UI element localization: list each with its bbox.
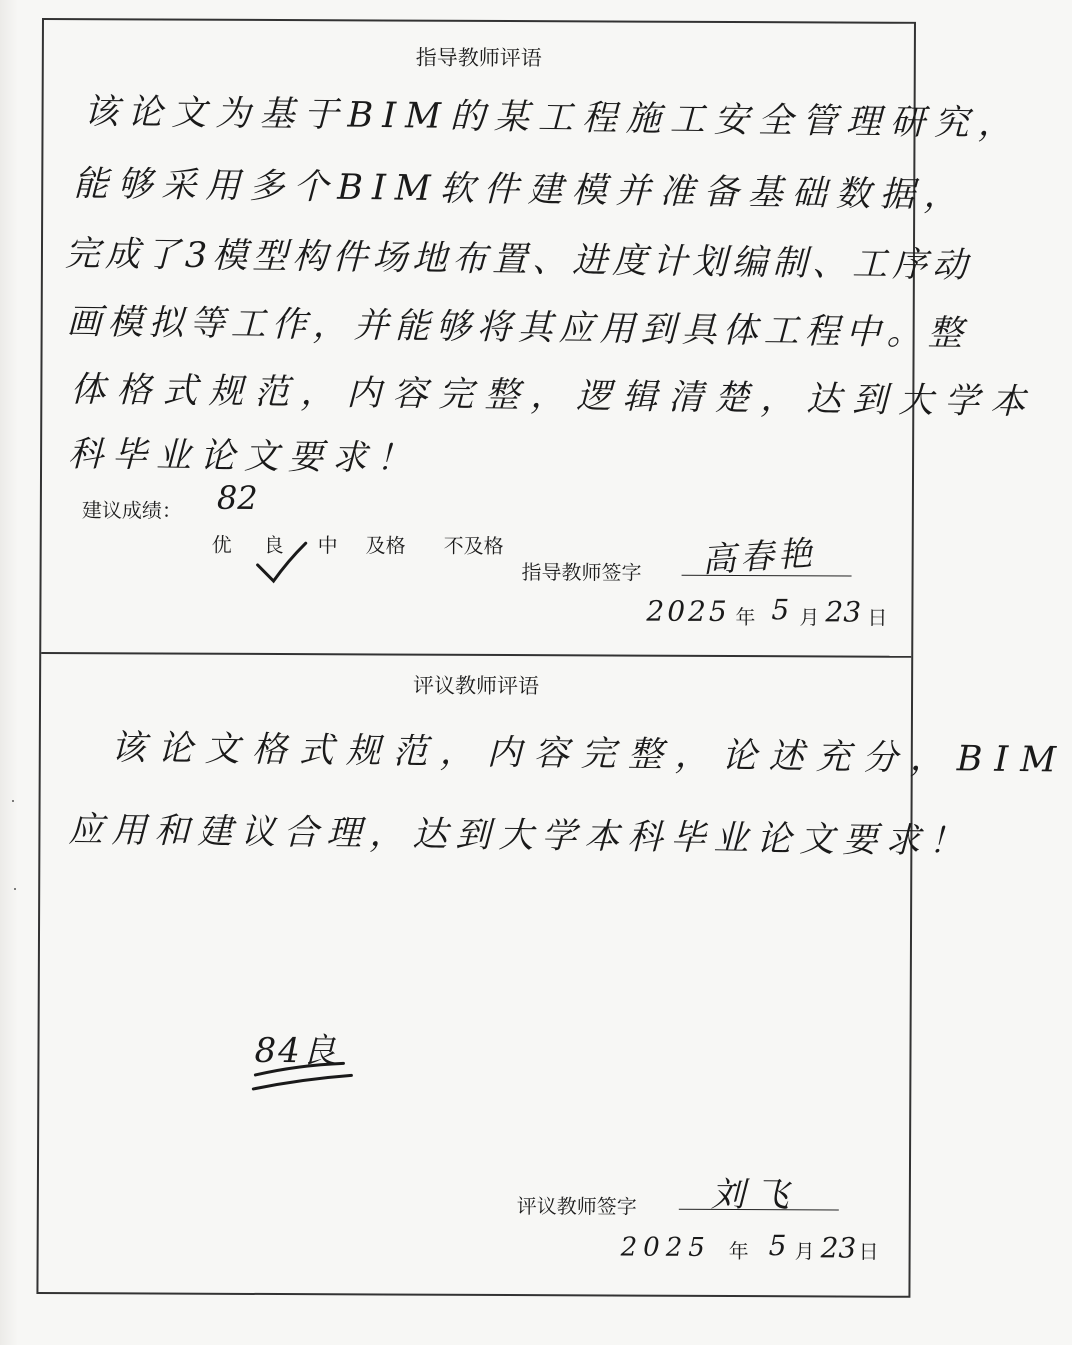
reviewer-section-title: 评议教师评语 — [413, 673, 540, 699]
reviewer-signature-label: 评议教师签字 — [516, 1194, 637, 1219]
section-divider — [41, 652, 911, 658]
advisor-comment-line: 科毕业论文要求！ — [67, 434, 421, 480]
advisor-date-day: 23 — [825, 595, 862, 629]
reviewer-date-year: 2025 — [620, 1232, 711, 1263]
reviewer-grade-note: 84良 — [254, 1030, 338, 1072]
reviewer-comment-line: 该论文格式规范，内容完整，论述充分，BIM — [110, 728, 1069, 781]
reviewer-date-month-label: 月 — [794, 1239, 815, 1264]
reviewer-signature: 刘飞 — [710, 1174, 799, 1216]
grade-option-medium: 中 — [317, 533, 338, 558]
reviewer-date-year-label: 年 — [728, 1239, 749, 1264]
underline-mark-icon — [247, 1061, 357, 1095]
advisor-date-day-label: 日 — [867, 605, 888, 630]
advisor-comment-line: 体格式规范，内容完整，逻辑清楚，达到大学本 — [70, 369, 1037, 423]
grade-option-excellent: 优 — [211, 532, 232, 557]
advisor-comment-line: 能够采用多个BIM软件建模并准备基础数据， — [73, 164, 968, 216]
advisor-date-month-label: 月 — [799, 605, 820, 630]
advisor-signature: 高春艳 — [700, 533, 818, 581]
advisor-signature-label: 指导教师签字 — [521, 560, 642, 585]
reviewer-date-day: 23 — [820, 1231, 857, 1265]
reviewer-date-day-label: 日 — [858, 1239, 879, 1264]
reviewer-comment-line: 应用和建议合理，达到大学本科毕业论文要求！ — [68, 810, 972, 863]
checkmark-icon — [252, 539, 312, 585]
advisor-comment-line: 该论文为基于BIM的某工程施工安全管理研究， — [83, 92, 1023, 145]
suggested-grade-value: 82 — [216, 478, 258, 517]
advisor-date-month: 5 — [771, 593, 790, 627]
grade-option-good: 良 — [263, 532, 284, 558]
advisor-comment-line: 完成了3模型构件场地布置、进度计划编制、工序动 — [64, 234, 973, 287]
grade-option-fail: 不及格 — [443, 533, 504, 559]
advisor-date-year: 2025 — [646, 594, 730, 629]
grade-option-pass: 及格 — [365, 533, 406, 558]
evaluation-form — [36, 18, 1069, 1298]
suggested-grade-label: 建议成绩： — [81, 498, 182, 523]
advisor-date-year-label: 年 — [735, 605, 756, 630]
advisor-section-title: 指导教师评语 — [415, 45, 542, 71]
reviewer-date-month: 5 — [768, 1229, 787, 1263]
advisor-comment-line: 画模拟等工作，并能够将其应用到具体工程中。整 — [66, 302, 969, 354]
paper-speck — [12, 800, 14, 802]
paper-speck — [14, 888, 16, 890]
